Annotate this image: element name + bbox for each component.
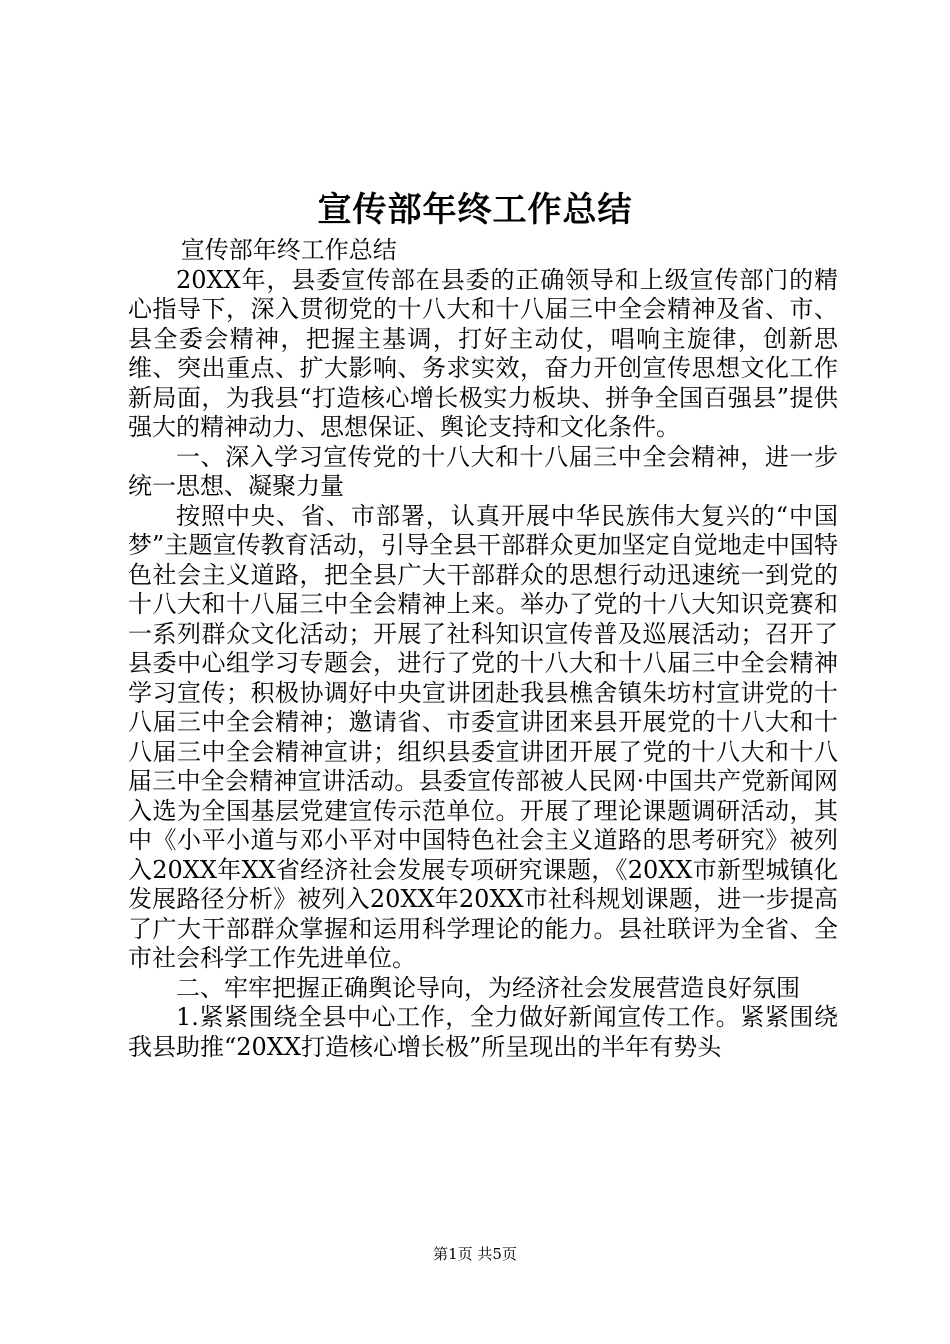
page-number: 第1页 共5页 [433,1245,517,1263]
section-heading-2: 二、牢牢把握正确舆论导向，为经济社会发展营造良好氛围 [176,973,800,1002]
section-2-paragraph: 1.紧紧围绕全县中心工作，全力做好新闻宣传工作。紧紧围绕我县助推“20XX打造核心增长极”所呈现出的半年有势头 [128,1003,838,1061]
page-title: 宣传部年终工作总结 [317,190,633,230]
subtitle-paragraph: 宣传部年终工作总结 [180,236,397,264]
section-1-paragraph: 按照中央、省、市部署，认真开展中华民族伟大复兴的“中国梦”主题宣传教育活动，引导全县干部群众更加坚定自觉地走中国特色社会主义道路，把全县广大干部群众的思想行动迅速统一到党的十八大和十八届三中全会精神上来。举办了党的十八大知识竞赛和一系列群众文化活动；开展了社科知识宣传普及巡展活动；召开了县委中心组学习专题会，进行了党的十八大和十八届三中全会精神学习宣传；积极协调好中央宣讲团赴我县樵舍镇朱坊村宣讲党的十八届三中全会精神；邀请省、市委宣讲团来县开展党的十八大和十八届三中全会精神宣讲；组织县委宣讲团开展了党的十八大和十八届三中全会精神宣讲活动。县委宣传部被人民网·中国共产党新闻网入选为全国基层党建宣传示范单位。开展了理论课题调研活动，其中《小平小道与邓小平对中国特色社会主义道路的思考研究》被列入20XX年XX省经济社会发展专项研究课题，《20XX市新型城镇化发展路径分析》被列入20XX年20XX市社科规划课题，进一步提高了广大干部群众掌握和运用科学理论的能力。县社联评为全省、全市社会科学工作先进单位。 [128,501,838,972]
document-body [128,236,838,1062]
intro-paragraph: 20XX年，县委宣传部在县委的正确领导和上级宣传部门的精心指导下，深入贯彻党的十八大和十八届三中全会精神及省、市、县全委会精神，把握主基调，打好主动仗，唱响主旋律，创新思维、突出重点、扩大影响、务求实效，奋力开创宣传思想文化工作新局面，为我县“打造核心增长极实力板块、拼争全国百强县”提供强大的精神动力、思想保证、舆论支持和文化条件。 [128,265,838,441]
section-heading-1: 一、深入学习宣传党的十八大和十八届三中全会精神，进一步统一思想、凝聚力量 [128,442,838,500]
